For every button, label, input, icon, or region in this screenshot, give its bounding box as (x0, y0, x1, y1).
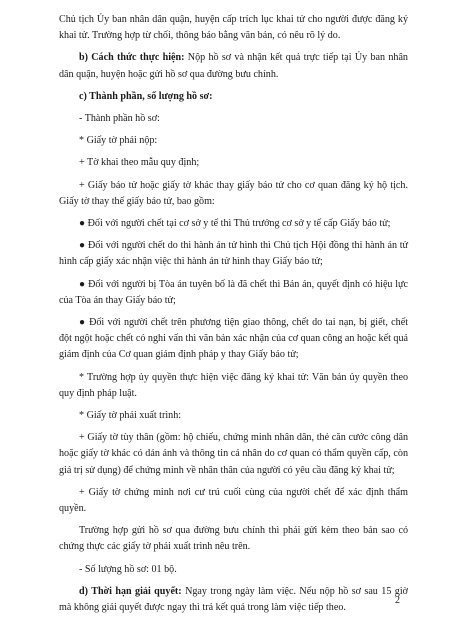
paragraph-deadline: d) Thời hạn giải quyết: Ngay trong ngày làm việc. Nếu nộp hồ sơ sau 15 giờ mà không giải quyết được ngay thì trả kết quả trong làm việc tiếp theo. (59, 585, 408, 614)
paragraph-components-heading: c) Thành phần, số lượng hồ sơ: (79, 90, 213, 102)
bullet-execution: ● Đối với người chết do thi hành án tử hình thì Chủ tịch Hội đồng thi hành án tử hình cấp giấy xác nhận việc thi hành án tử hình thay Giấy báo tử; (59, 240, 408, 268)
bullet-court: ● Đối với người bị Tòa án tuyên bố là đã chết thì Bản án, quyết định có hiệu lực của Tòa án thay Giấy báo tử; (59, 278, 408, 306)
paragraph-residence: + Giấy tờ chứng minh nơi cư trú cuối cùng của người chết để xác định thẩm quyền. (59, 486, 408, 515)
paragraph-1: Chủ tịch Ủy ban nhân dân quận, huyện cấp trích lục khai tử cho người được đăng ký khai tử. Trường hợp từ chối, thông báo bằng văn bản, có nêu rõ lý do. (59, 14, 408, 42)
paragraph-required-docs: * Giấy tờ phải nộp: (79, 135, 158, 147)
paragraph-death-notice: + Giấy báo tử hoặc giấy tờ khác thay giấy báo tử cho cơ quan đăng ký hộ tịch. Giấy tờ thay thế giấy báo tử, bao gồm: (59, 179, 408, 207)
bullet-accident: ● Đối với người chết trên phương tiện giao thông, chết do tai nạn, bị giết, chết đột ngột hoặc chết có nghi vấn thì văn bản xác nhận của cơ quan công an hoặc kết quả giám định của Cơ quan giám định pháp y thay Giấy báo tử; (59, 317, 408, 361)
paragraph-form: + Tờ khai theo mẫu quy định; (79, 157, 200, 169)
paragraph-postal: Trường hợp gửi hồ sơ qua đường bưu chính thì phải gửi kèm theo bản sao có chứng thực các giấy tờ phải xuất trình nêu trên. (59, 525, 408, 553)
paragraph-quantity: - Số lượng hồ sơ: 01 bộ. (79, 563, 177, 575)
paragraph-authorization: * Trường hợp ủy quyền thực hiện việc đăng ký khai tử: Văn bản ủy quyền theo quy định pháp luật. (59, 371, 408, 399)
paragraph-presented-docs: * Giấy tờ phải xuất trình: (79, 410, 182, 422)
bullet-medical: ● Đối với người chết tại cơ sở y tế thì Thủ trưởng cơ sở y tế cấp Giấy báo tử; (79, 218, 391, 230)
paragraph-identity: + Giấy tờ tùy thân (gồm: hộ chiếu, chứng minh nhân dân, thẻ căn cước công dân hoặc giấy tờ khác có dán ảnh và thông tin cá nhân do cơ quan có thẩm quyền cấp, còn giá trị sử dụng) để chứng minh về nhân thân của người có yêu cầu đăng ký khai tử; (59, 432, 408, 476)
page-number: 2 (395, 595, 400, 606)
paragraph-components: - Thành phần hồ sơ: (79, 113, 160, 125)
paragraph-method: b) Cách thức thực hiện: Nộp hồ sơ và nhận kết quả trực tiếp tại Ủy ban nhân dân quận, huyện hoặc gửi hồ sơ qua đường bưu chính. (59, 52, 408, 80)
